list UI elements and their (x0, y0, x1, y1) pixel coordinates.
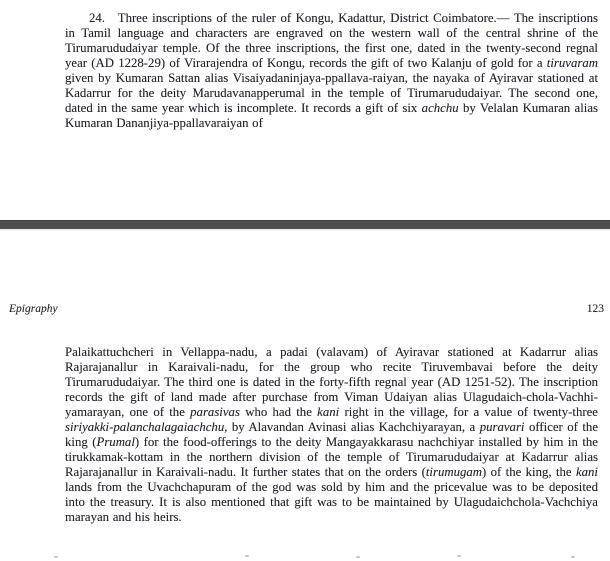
scan-artifact-dot (54, 556, 58, 558)
running-header-title: Epigraphy (9, 303, 58, 315)
page-break-divider (0, 220, 610, 229)
running-header (9, 303, 604, 315)
scan-artifact-dot (245, 555, 249, 557)
scan-artifact-dot (571, 556, 575, 558)
scan-artifact-dot (356, 556, 360, 558)
paragraph-entry-24-continued: Palaikattuchcheri in Vellappa-nadu, a padai (valavam) of Ayiravar stationed at Kadarrur alias Rajarajanallur in Karaivali-nadu, for the group who recite Tiruvembavai before the deity Tirumarududaiyar. The third one is dated in the forty-fifth regnal year (AD 1251-52). The inscription records the gift of land made after purchase from Viman Udaiyan alias Ulagudaich-chola-Vachhi-yamarayan, one of the parasivas who had the kani right in the village, for a value of twenty-three siriyakki-palanchalagaiachchu, by Alavandan Avinasi alias Kachchiyarayan, a puravari officer of the king (Prumal) for the food-offerings to the deity Mangayakkarasu nachchiyar installed by him in the tirukkamak-kottam in the northern division of the temple of Tirumarududaiyar at Kadarrur alias Rajarajanallur in Karaivali-nadu. It further states that on the orders (tirumugam) of the king, the kani lands from the Uvachchapuram of the god was sold by him and the pricevalue was to be deposited into the treasury. It is also mentioned that gift was to be maintained by Ulagudaichchola-Vachchiya marayan and his heirs. (65, 345, 599, 524)
scan-artifact-dot (457, 555, 461, 557)
page-number: 123 (586, 303, 604, 315)
paragraph-entry-24: 24. Three inscriptions of the ruler of Kongu, Kadattur, District Coimbatore.— The inscriptions in Tamil language and characters are engraved on the western wall of the central shrine of the Tirumarududaiyar temple. Of the three inscriptions, the first one, dated in the twenty-second regnal year (AD 1228-29) of Virarajendra of Kongu, records the gift of two Kalanju of gold for a tiruvaram given by Kumaran Sattan alias Visaiyadaninjaya-ppallava-raiyan, the nayaka of Ayiravar stationed at Kadarrur for the deity Marudavanapperumal in the temple of Tirumarududaiyar. The second one, dated in the same year which is incomplete. It records a gift of six achchu by Velalan Kumaran alias Kumaran Dananjiya-ppallavaraiyan of (65, 11, 598, 130)
